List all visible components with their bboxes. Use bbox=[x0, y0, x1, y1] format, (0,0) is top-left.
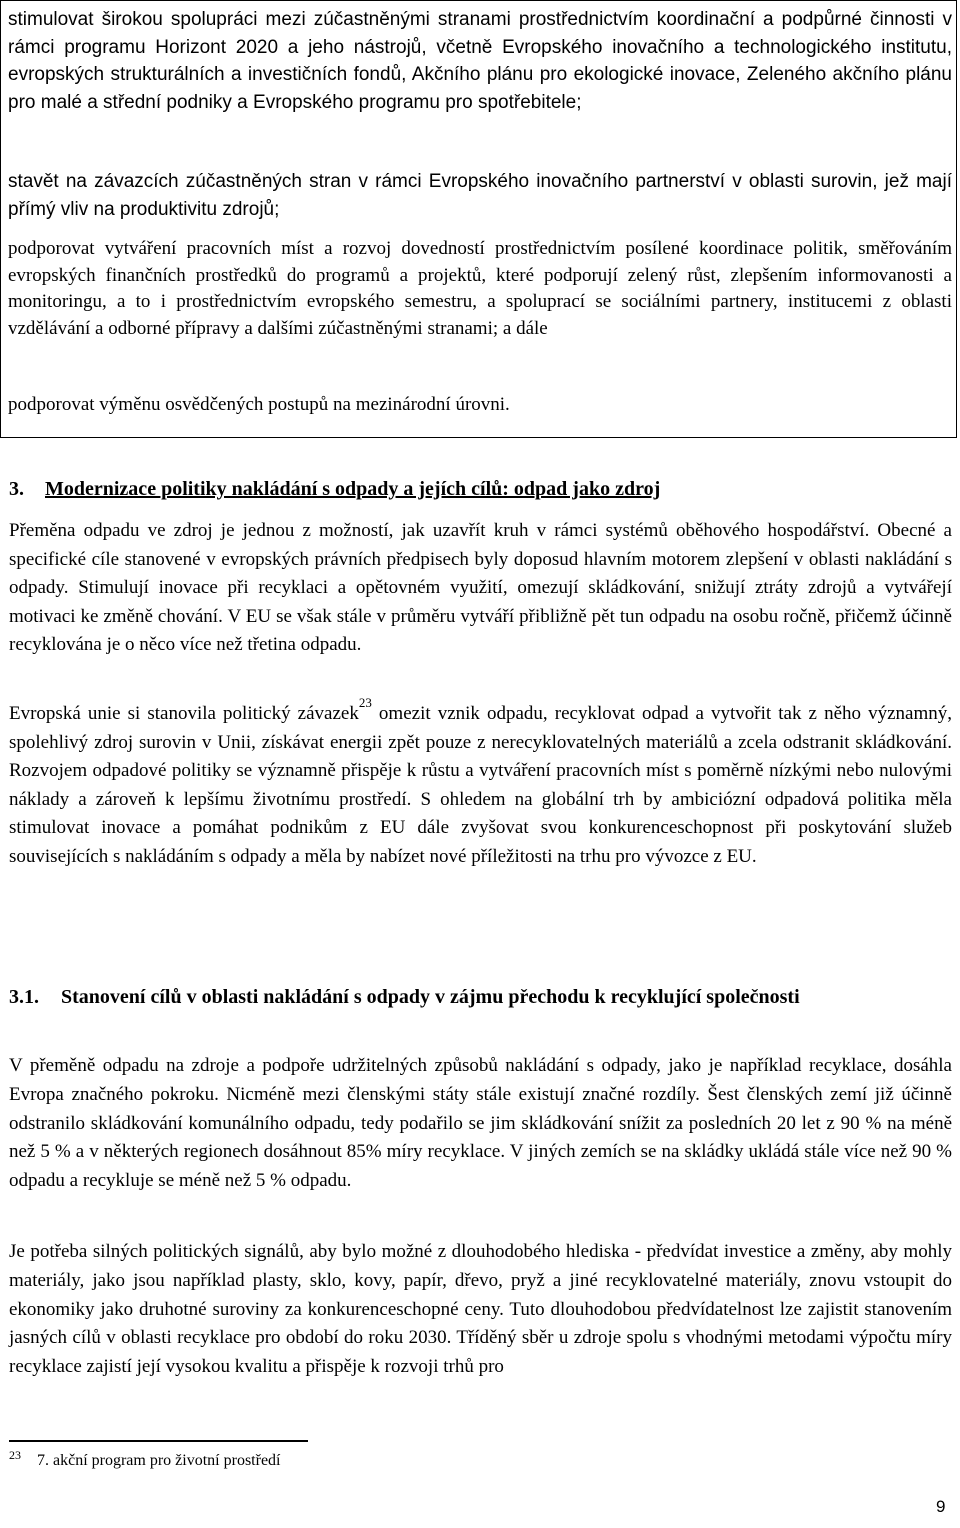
section-3-heading bbox=[9, 475, 660, 503]
boxed-item-2: stavět na závazcích zúčastněných stran v rámci Evropského inovačního partnerství v oblasti surovin, jež mají přímý vliv na produktivitu zdrojů; bbox=[8, 171, 952, 220]
footnote-mark: 23 bbox=[9, 1448, 21, 1462]
section-3-1-paragraph-1: V přeměně odpadu na zdroje a podpoře udržitelných způsobů nakládání s odpady, jako je například recyklace, dosáhla Evropa značného pokroku. Nicméně mezi členskými státy stále existují značné rozdíly. Šest členských zemí již účinně odstranilo skládkování komunálního odpadu, tedy podařilo se jim skládkování snížit za posledních 20 let z 90 % na méně než 5 % a v některých regionech dosáhnout 85% míry recyklace. V jiných zemích se na skládky ukládá stále více než 90 % odpadu a recykluje se méně než 5 % odpadu. bbox=[9, 1055, 952, 1192]
boxed-item-3: podporovat vytváření pracovních míst a rozvoj dovedností prostřednictvím posílené koordinace politik, směřováním evropských finančních prostředků do programů a projektů, které podporují zelený růst, zlepšením informovanosti a monitoringu, a to i prostřednictvím evropského semestru, a spoluprací se sociálními partnery, institucemi z oblasti vzdělávání a odborné přípravy a dalšími zúčastněnými stranami; a dále bbox=[8, 238, 952, 339]
section-3-paragraph-2-rest: omezit vznik odpadu, recyklovat odpad a vytvořit tak z něho významný, spolehlivý zdroj surovin v Unii, získávat energii zpět pouze z nerecyklovatelných materiálů a zcela odstranit skládkování. Rozvojem odpadové politiky se významně přispěje k růstu a vytváření pracovních míst s poměrně nízkými nebo nulovými náklady a zároveň k lepšímu životnímu prostředí. S ohledem na globální trh by ambiciózní odpadová politika měla stimulovat inovace a pomáhat podnikům z EU dále zvyšovat svou konkurenceschopnost při poskytování služeb souvisejících s nakládáním s odpady a měla by nabízet nové příležitosti na trhu pro vývozce z EU. bbox=[9, 703, 952, 867]
footnote-reference: 23 bbox=[358, 695, 372, 710]
section-3-1-number: 3.1. bbox=[9, 986, 39, 1008]
section-3-paragraph-2-start: Evropská unie si stanovila politický závazek bbox=[9, 703, 359, 724]
section-3-1-heading bbox=[9, 983, 952, 1012]
section-3-title: Modernizace politiky nakládání s odpady a jejích cílů: odpad jako zdroj bbox=[45, 478, 661, 500]
section-3-1-title: Stanovení cílů v oblasti nakládání s odpady v zájmu přechodu k recyklující společnosti bbox=[61, 986, 800, 1008]
footnote-text: 7. akční program pro životní prostředí bbox=[37, 1452, 281, 1469]
boxed-item-4: podporovat výměnu osvědčených postupů na mezinárodní úrovni. bbox=[8, 394, 510, 415]
section-3-paragraph-1: Přeměna odpadu ve zdroj je jednou z možností, jak uzavřít kruh v rámci systémů oběhového hospodářství. Obecné a specifické cíle stanovené v evropských právních předpisech byly doposud hlavním motorem zlepšení v oblasti nakládání s odpady. Stimulují inovace při recyklaci a opětovném využití, omezují skládkování, snižují ztráty zdrojů a vytvářejí motivaci ke změně chování. V EU se však stále v průměru vytváří přibližně pět tun odpadu na osobu ročně, přičemž účinně recyklována je o něco více než třetina odpadu. bbox=[9, 520, 952, 656]
boxed-item-1: stimulovat širokou spolupráci mezi zúčastněnými stranami prostřednictvím koordinační a podpůrné činnosti v rámci programu Horizont 2020 a jeho nástrojů, včetně Evropského inovačního a technologického institutu, evropských strukturálních a investičních fondů, Akčního plánu pro ekologické inovace, Zeleného akčního plánu pro malé a střední podniky a Evropského programu pro spotřebitele; bbox=[8, 9, 952, 113]
section-3-paragraph-2 bbox=[9, 695, 952, 872]
section-3-number: 3. bbox=[9, 478, 24, 500]
section-3-1-paragraph-2: Je potřeba silných politických signálů, aby bylo možné z dlouhodobého hlediska - předvídat investice a změny, aby mohly materiály, jako jsou například plasty, sklo, kovy, papír, dřevo, pryž a jiné recyklovatelné materiály, znovu vstoupit do ekonomiky jako druhotné suroviny za konkurenceschopné ceny. Tuto dlouhodobou předvídatelnost lze zajistit stanovením jasných cílů v oblasti recyklace pro období do roku 2030. Tříděný sběr u zdroje spolu s vhodnými metodami výpočtu míry recyklace zajistí její vysokou kvalitu a přispěje k rozvoji trhů pro bbox=[9, 1241, 952, 1378]
footnote-separator bbox=[9, 1440, 308, 1442]
page-number: 9 bbox=[936, 1497, 946, 1516]
